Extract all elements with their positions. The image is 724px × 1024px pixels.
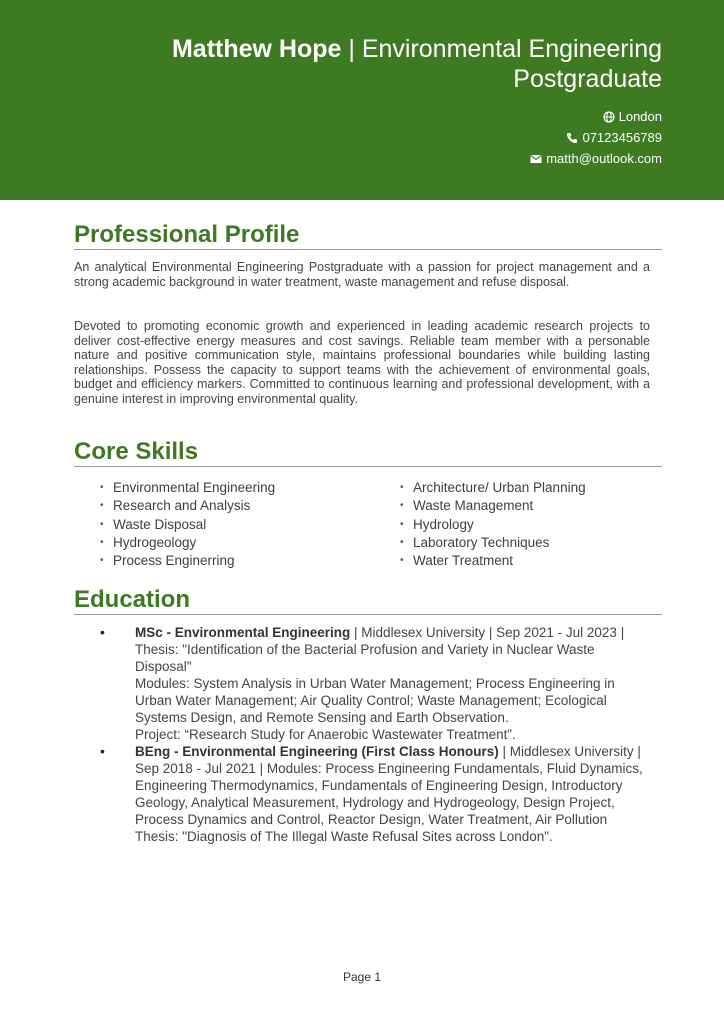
globe-icon xyxy=(603,111,615,123)
title-separator: | xyxy=(341,35,362,63)
list-item: • Hydrology xyxy=(400,516,474,532)
header-banner xyxy=(0,0,724,200)
phone-text: 07123456789 xyxy=(582,130,662,145)
contact-email xyxy=(530,148,662,169)
page-number: Page 1 xyxy=(342,970,382,984)
candidate-name: Matthew Hope xyxy=(171,35,342,63)
education-item-beng: • BEng - Environmental Engineering (First Class Honours) | Middlesex University | Sep 2018 - Jul 2021 | Modules: Process Engineering Fundamentals, Fluid Dynamics, Engineering Thermodynamics, Fundamentals of Engineering Design, Introductory Geology, Analytical Measurement, Hydrology and Hydrogeology, Design Project, Process Dynamics and Control, Reactor Design, Water Treatment, Air Pollution Thesis: "Diagnosis of The Illegal Waste Refusal Sites across London". xyxy=(100,743,643,844)
education-item-msc: • MSc - Environmental Engineering | Middlesex University | Sep 2021 - Jul 2023 | Thesis: "Identification of the Bacterial Profusion and Variety in Nuclear Waste Disposal" Modules: System Analysis in Urban Water Management; Process Engineering in Urban Water Management; Air Quality Control; Waste Management; Ecological Systems Design, and Remote Sensing and Earth Observation. Project: “Research Study for Anaerobic Wastewater Treatment”. xyxy=(100,624,625,742)
phone-icon xyxy=(566,132,578,144)
job-title: Environmental Engineering Postgraduate xyxy=(361,35,662,93)
location-text: London xyxy=(618,109,662,124)
education-heading: Education xyxy=(74,587,662,615)
degree-title: BEng - Environmental Engineering (First Class Honours) xyxy=(135,744,499,759)
list-item: • Research and Analysis xyxy=(100,498,251,514)
list-item: • Waste Management xyxy=(400,498,534,514)
contact-location xyxy=(530,106,662,127)
degree-title: MSc - Environmental Engineering xyxy=(135,625,351,640)
profile-paragraph-2: Devoted to promoting economic growth and experienced in leading academic research projects to deliver cost-effective energy measures and cost savings. Reliable team member with a personable nature and positive communication style, maintains professional boundaries while building lasting relationships. Possess the capacity to support teams with the achievement of environmental goals, budget and efficiency markers. Committed to continuous learning and professional development, with a genuine interest in improving environmental quality. xyxy=(74,319,650,406)
list-item: • Environmental Engineering xyxy=(100,480,276,495)
contact-phone xyxy=(530,127,662,148)
list-item: • Process Enginerring xyxy=(100,553,235,569)
contact-info xyxy=(530,106,662,169)
profile-heading: Professional Profile xyxy=(74,222,662,250)
list-item: • Water Treatment xyxy=(400,553,514,569)
envelope-icon xyxy=(530,153,542,165)
profile-paragraph-1: An analytical Environmental Engineering Postgraduate with a passion for project management and a strong academic background in water treatment, waste management and refuse disposal. xyxy=(74,260,650,289)
header-title xyxy=(62,34,662,94)
education-list xyxy=(100,624,650,845)
list-item: • Laboratory Techniques xyxy=(400,534,550,550)
email-text[interactable]: matth@outlook.com xyxy=(546,151,662,166)
list-item: • Waste Disposal xyxy=(100,516,207,532)
skills-heading: Core Skills xyxy=(74,439,662,467)
skills-list xyxy=(100,479,660,570)
list-item: • Hydrogeology xyxy=(100,534,197,550)
list-item: • Architecture/ Urban Planning xyxy=(400,480,586,495)
